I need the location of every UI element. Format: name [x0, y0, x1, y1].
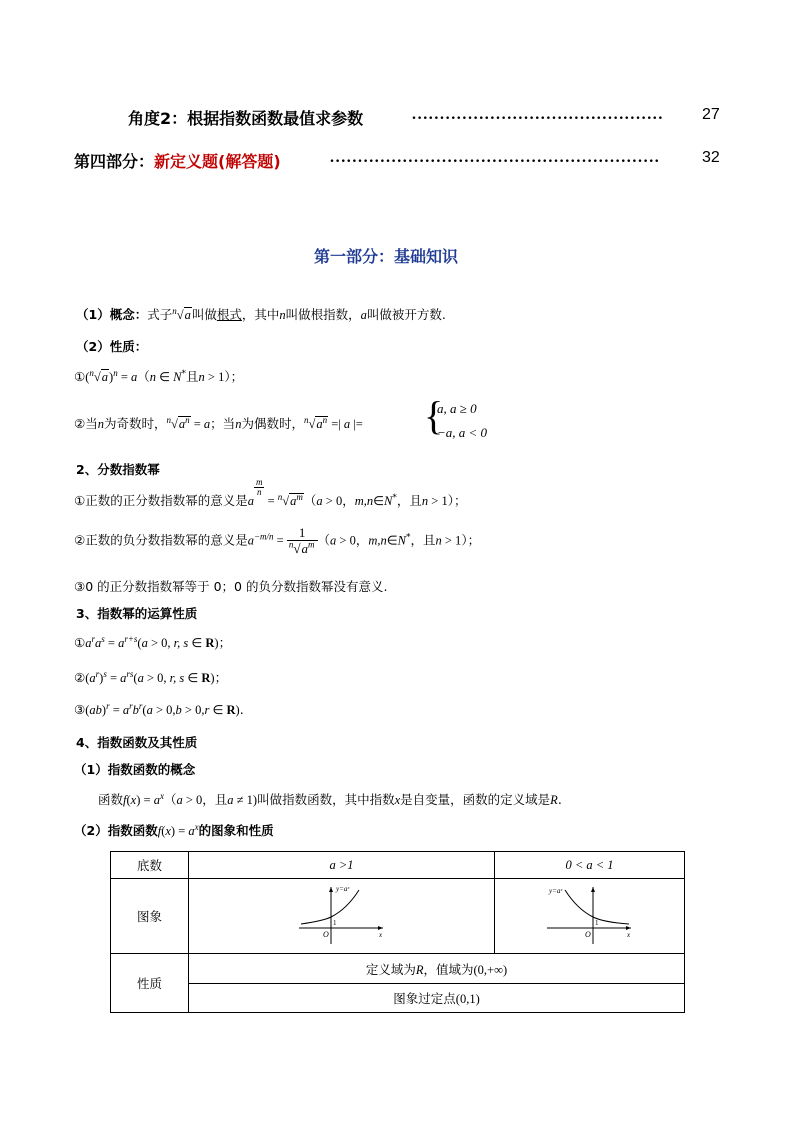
roots-concept-label: （1）概念：: [76, 307, 148, 322]
cond-text: ；当: [210, 416, 236, 431]
def-text: .: [557, 792, 562, 807]
piecewise-case-2: −a, a < 0: [437, 425, 488, 440]
concept-text: 叫做根指数，: [285, 307, 361, 322]
piecewise-brace: {: [424, 393, 444, 438]
exp-function-table: [110, 851, 685, 1013]
table-row: [111, 954, 685, 984]
prop-text: 定义域为: [365, 961, 416, 977]
graph-decay: [545, 884, 635, 946]
def-text: 是自变量，函数的定义域是: [400, 792, 551, 807]
fixed-point-value: (0,1): [455, 992, 480, 1006]
roots-property-label: （2）性质：: [76, 339, 148, 354]
frac-text: ，: [355, 532, 369, 548]
ops-heading: 3、指数幂的运算性质: [76, 606, 198, 621]
point-label: 1: [332, 918, 336, 927]
roots-property-2: ②当n为奇数时，$^n√a^n = a$；当n为偶数时，$^n√a^n$ =| a |=: [74, 414, 363, 431]
item-number: ①: [74, 369, 86, 384]
table-row: [111, 879, 685, 954]
sub2-text: 的图象和性质: [198, 823, 274, 838]
ops-rule-3: ③(ab)$^r$ = $a^rb^r(a > 0,b > 0,r$ ∈ R).: [74, 700, 244, 717]
origin-label: O: [584, 929, 591, 939]
row-props-label: 性质: [111, 954, 189, 1013]
curve-label: y=aˣ: [548, 886, 562, 895]
frac-exp-line-2: ②正数的负分数指数幂的意义是$a^{-m/n}$ = $\frac{1}{^n√a^m}$ （a > 0，m,n∈N*，且n > 1）；: [74, 525, 481, 556]
sub2-text: （2）指数函数: [74, 823, 158, 838]
cond-text: ）；: [224, 369, 244, 384]
cond-text: 为偶数时，: [241, 416, 304, 431]
item-number: ①: [74, 635, 86, 650]
frac-text: ）；: [447, 493, 467, 508]
cond-text: （: [137, 369, 150, 384]
ops-rule-2: $②(a^r)^s = a^{rs}(a > 0$, r, s ∈ R)；: [74, 668, 228, 685]
growth-curve: [301, 890, 359, 924]
y-arrow: [329, 887, 333, 892]
toc-line-2[interactable]: [74, 149, 281, 172]
concept-text: 式子: [147, 307, 173, 322]
var-a: a: [360, 308, 367, 322]
graph-growth: [297, 884, 387, 946]
concept-text: 叫做: [191, 307, 217, 322]
prop-text: 图象过定点: [393, 991, 456, 1006]
header-a-lt-1: 0 < a < 1: [495, 852, 685, 879]
toc-line-2-label: 新定义题(解答题): [154, 152, 281, 171]
frac-text: ，且: [410, 532, 436, 548]
x-arrow: [626, 926, 631, 930]
header-base: 底数: [111, 852, 189, 879]
graph-decay-cell: [495, 879, 685, 954]
frac-inverse: $\frac{1}{^n√a^m}$: [287, 526, 318, 556]
frac-text: ①正数的正分数指数幂的意义是: [74, 493, 248, 508]
def-text: 函数: [98, 792, 124, 807]
toc-line-2-prefix: 第四部分：: [74, 152, 155, 171]
radical-term: 根式: [216, 307, 242, 322]
table-row: [111, 852, 685, 879]
frac-text: ，且: [396, 493, 422, 508]
prop-text: ，值域为: [423, 961, 474, 977]
frac-exp-line-1: ①正数的正分数指数幂的意义是a $^{\frac{m}{n}}$ = $^n√a^m(a > 0$，m,n∈N*，且n > 1）；: [74, 477, 467, 508]
toc-dots-1: .............................................: [412, 106, 664, 123]
func-sub-1: （1）指数函数的概念: [74, 762, 196, 777]
point-label: 1: [594, 918, 598, 927]
frac-text: ）；: [461, 532, 481, 548]
concept-text: ，其中: [241, 307, 280, 322]
func-heading: 4、指数函数及其性质: [76, 735, 198, 750]
toc-dots-2: ...........................................................: [330, 149, 661, 166]
concept-text: 叫做被开方数.: [366, 307, 446, 322]
toc-line-1-label: 角度2：根据指数函数最值求参数: [128, 109, 364, 128]
x-label: x: [378, 930, 382, 939]
func-definition: 函数$f(x) = a^x(a > 0$，且a ≠ 1)叫做指数函数，其中指数x是自变量，函数的定义域是R.: [98, 790, 562, 807]
cond-text: ②当: [74, 416, 98, 431]
toc-line-1[interactable]: [128, 106, 363, 129]
x-arrow: [378, 926, 383, 930]
item-number: ②: [74, 670, 86, 685]
range-value: (0,+∞): [473, 962, 508, 977]
frac-exp-heading: 2、分数指数幂: [76, 462, 160, 477]
section-title: 第一部分：基础知识: [314, 247, 459, 266]
roots-property-1: $①(^n√a)^n = a(n$ ∈ N*且n > 1）；: [74, 367, 244, 384]
ops-rule-1: $①a^ra^s = a^{r+s}(a > 0$, r, s ∈ R)；: [74, 633, 232, 650]
origin-label: O: [322, 929, 329, 939]
radical-expr: $^n$√a: [172, 305, 191, 322]
piecewise-case-1: a, a ≥ 0: [437, 401, 477, 416]
end-mark: .: [239, 702, 244, 717]
toc-page-1: 27: [702, 106, 720, 123]
row-graph-label: 图象: [111, 879, 189, 954]
header-a-gt-1: a >1: [189, 852, 495, 879]
table-row: [111, 984, 685, 1013]
toc-page-2: 32: [702, 149, 720, 166]
frac-text: ，: [342, 493, 355, 508]
roots-concept: [76, 305, 446, 323]
prop-fixed-point: [189, 984, 685, 1013]
var-n: n: [279, 308, 286, 322]
graph-growth-cell: [189, 879, 495, 954]
prop-domain-range: 定义域为R，值域为(0,+∞): [189, 954, 685, 984]
end-mark: ；: [214, 670, 228, 685]
frac-text: ②正数的负分数指数幂的意义是: [74, 532, 248, 548]
end-mark: ；: [218, 635, 232, 650]
y-arrow: [591, 887, 595, 892]
def-text: 叫做指数函数，其中指数: [257, 792, 395, 807]
x-label: x: [626, 930, 630, 939]
cond-text: 为奇数时，: [103, 416, 167, 431]
curve-label: y=aˣ: [335, 884, 349, 893]
frac-exp-line-3: ③0 的正分数指数幂等于 0；0 的负分数指数幂没有意义.: [74, 579, 388, 594]
cond-text: 且: [186, 369, 199, 384]
def-text: ，且: [202, 792, 228, 807]
func-sub-2: （2）指数函数$f(x) = a^x$的图象和性质: [74, 821, 274, 838]
item-number: ③: [74, 702, 86, 717]
